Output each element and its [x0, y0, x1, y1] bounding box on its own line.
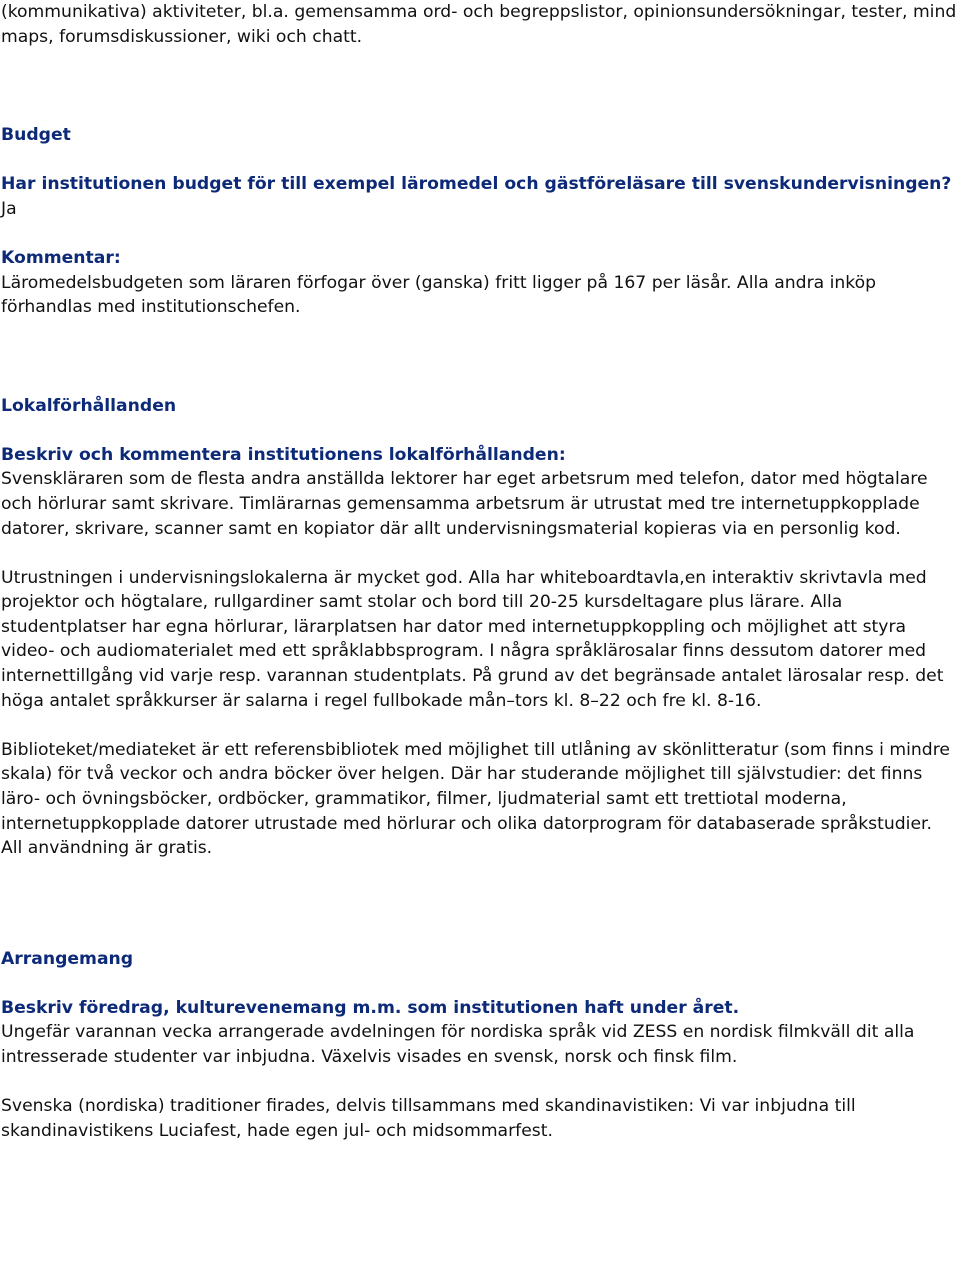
spacer [0, 320, 958, 394]
arrangemang-question: Beskriv föredrag, kulturevenemang m.m. som institutionen haft under året. [1, 997, 740, 1018]
lokal-paragraph-1: Svenskläraren som de flesta andra anställda lektorer har eget arbetsrum med telefon, dator med högtalare och hörlurar samt skrivare. Timlärarnas gemensamma arbetsrum är utrustat med tre internetuppkopplade datorer, skrivare, scanner samt en kopiator där allt undervisningsmaterial kopieras via en personlig kod. [1, 469, 928, 539]
budget-comment-text: Läromedelsbudgeten som läraren förfogar över (ganska) fritt ligger på 167 per läsår. Alla andra inköp förhandlas med institutionschefen. [1, 272, 877, 318]
spacer [0, 221, 958, 246]
budget-question: Har institutionen budget för till exempel läromedel och gästföreläsare till svenskundervisningen? [1, 174, 952, 195]
budget-heading: Budget [1, 124, 71, 145]
lokal-paragraph-3: Biblioteket/mediateket är ett referensbibliotek med möjlighet till utlåning av skönlitteratur (som finns i mindre skala) för två veckor och andra böcker över helgen. Där har studerande möjlighet till självstudier: det finns läro- och övningsböcker, ordböcker, grammatikor, filmer, ljudmaterial samt ett trettiotal moderna, internetuppkopplade datorer utrustade med hörlurar och olika datorprogram för databaserade språkstudier. All användning är gratis. [1, 739, 950, 859]
lokal-paragraph-2: Utrustningen i undervisningslokalerna är mycket god. Alla har whiteboardtavla,en interaktiv skrivtavla med projektor och högtalare, rullgardiner samt stolar och bord till 20-25 kursdeltagare plus lärare. Alla studentplatser har egna hörlurar, lärarplatsen har dator med internetuppkoppling och möjlighet att styra video- och audiomaterialet med ett språklabbsprogram. I några språklärosalar finns dessutom datorer med internettillgång vid varje resp. varannan studentplats. På grund av det begränsade antalet lärosalar resp. det höga antalet språkkurser är salarna i regel fullbokade mån–tors kl. 8–22 och fre kl. 8-16. [1, 567, 944, 711]
spacer [0, 418, 958, 443]
spacer [0, 49, 958, 123]
spacer [0, 713, 958, 738]
spacer [0, 971, 958, 996]
budget-answer: Ja [1, 198, 17, 219]
intro-paragraph: (kommunikativa) aktiviteter, bl.a. gemensamma ord- och begreppslistor, opinionsundersökningar, tester, mind maps, forumsdiskussioner, wiki och chatt. [1, 2, 957, 47]
arrangemang-heading: Arrangemang [1, 948, 134, 969]
spacer [0, 861, 958, 935]
lokal-question: Beskriv och kommentera institutionens lokalförhållanden: [1, 444, 566, 465]
spacer [0, 935, 958, 947]
budget-comment-label: Kommentar: [1, 247, 121, 268]
lokal-heading: Lokalförhållanden [1, 395, 177, 416]
arrangemang-paragraph-2: Svenska (nordiska) traditioner firades, delvis tillsammans med skandinavistiken: Vi var inbjudna till skandinavistikens Luciafest, hade egen jul- och midsommarfest. [1, 1096, 856, 1141]
spacer [0, 541, 958, 566]
spacer [0, 1070, 958, 1095]
spacer [0, 148, 958, 173]
arrangemang-paragraph-1: Ungefär varannan vecka arrangerade avdelningen för nordiska språk vid ZESS en nordisk filmkväll dit alla intresserade studenter var inbjudna. Växelvis visades en svensk, norsk och finsk film. [1, 1022, 915, 1067]
